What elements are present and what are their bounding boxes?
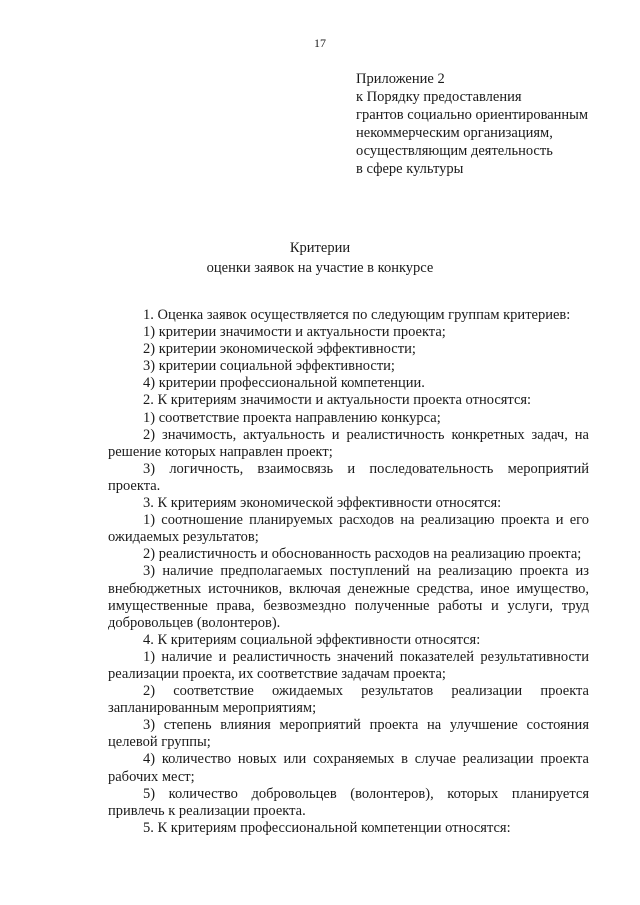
paragraph-10: 3. К критериям экономической эффективности относятся: [143,495,502,512]
paragraph-2: 1) критерии значимости и актуальности проекта; [143,324,446,341]
page-number: 17 [314,36,326,50]
paragraph-16: 2) соответствие ожидаемых результатов реализации проекта запланированным мероприятиям; [108,683,589,717]
paragraph-19: 5) количество добровольцев (волонтеров), которых планируется привлечь к реализации проекта. [108,785,589,819]
document-body [108,307,589,837]
annex-header [356,70,626,178]
annex-line: Приложение 2 [356,71,445,87]
annex-line: осуществляющим деятельность [356,143,553,159]
paragraph-7: 1) соответствие проекта направлению конкурса; [143,409,441,426]
paragraph-4: 3) критерии социальной эффективности; [143,358,395,375]
paragraph-12: 2) реалистичность и обоснованность расходов на реализацию проекта; [143,546,582,563]
paragraph-13: 3) наличие предполагаемых поступлений на реализацию проекта из внебюджетных источников, включая денежные средства, иное имущество, имущественные права, безвозмездно полученные работы и услуги, труд добровольцев (волонтеров). [108,563,589,631]
title-line-2: оценки заявок на участие в конкурсе [206,260,434,276]
paragraph-17: 3) степень влияния мероприятий проекта на улучшение состояния целевой группы; [108,717,589,751]
annex-line: в сфере культуры [356,161,464,177]
paragraph-11: 1) соотношение планируемых расходов на реализацию проекта и его ожидаемых результатов; [108,512,589,546]
paragraph-5: 4) критерии профессиональной компетенции. [143,375,425,392]
paragraph-18: 4) количество новых или сохраняемых в случае реализации проекта рабочих мест; [108,751,589,785]
annex-line: грантов социально ориентированным [356,107,589,123]
paragraph-6: 2. К критериям значимости и актуальности проекта относятся: [143,392,532,409]
paragraph-9: 3) логичность, взаимосвязь и последовательность мероприятий проекта. [108,460,589,494]
annex-line: к Порядку предоставления [356,89,522,105]
paragraph-3: 2) критерии экономической эффективности; [143,341,416,358]
paragraph-1: 1. Оценка заявок осуществляется по следующим группам критериев: [143,307,571,323]
paragraph-8: 2) значимость, актуальность и реалистичность конкретных задач, на решение которых направлен проект; [108,426,589,460]
paragraph-15: 1) наличие и реалистичность значений показателей результативности реализации проекта, их соответствие задачам проекта; [108,648,589,682]
document-title [0,238,640,278]
paragraph-14: 4. К критериям социальной эффективности относятся: [143,631,481,648]
title-line-1: Критерии [289,240,351,256]
paragraph-20: 5. К критериям профессиональной компетенции относятся: [143,819,511,836]
annex-line: некоммерческим организациям, [356,125,553,141]
